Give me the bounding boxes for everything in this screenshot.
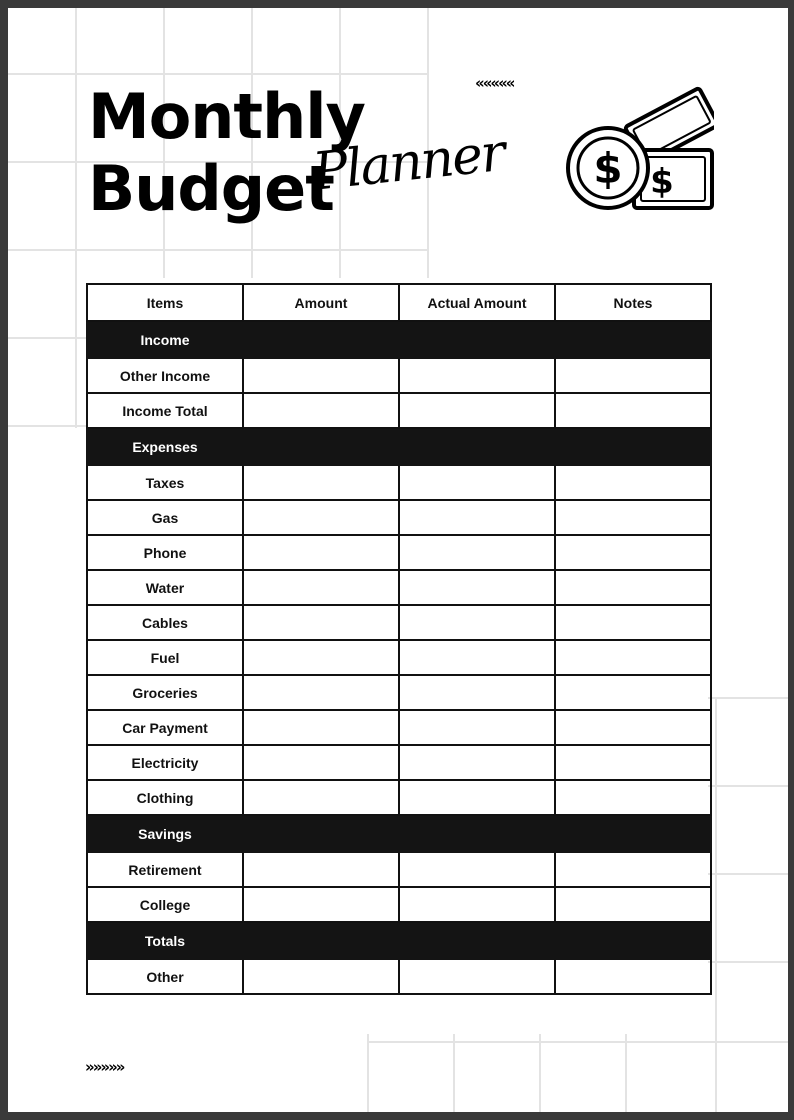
notes-cell[interactable] — [555, 500, 711, 535]
actual-amount-cell[interactable] — [399, 640, 555, 675]
table-row — [87, 570, 711, 605]
item-label-cell: Car Payment — [87, 710, 243, 745]
amount-cell[interactable] — [243, 959, 399, 994]
actual-amount-cell[interactable] — [399, 465, 555, 500]
header-amount: Amount — [243, 284, 399, 321]
notes-cell[interactable] — [555, 887, 711, 922]
actual-amount-cell[interactable] — [399, 675, 555, 710]
item-label-cell: Water — [87, 570, 243, 605]
actual-amount-cell[interactable] — [399, 887, 555, 922]
money-bills-dollar-icon — [564, 86, 714, 212]
item-label-cell: College — [87, 887, 243, 922]
amount-cell[interactable] — [243, 535, 399, 570]
table-row — [87, 605, 711, 640]
table-row — [87, 710, 711, 745]
item-label-cell: Other — [87, 959, 243, 994]
table-row — [87, 393, 711, 428]
amount-cell[interactable] — [243, 887, 399, 922]
amount-cell[interactable] — [243, 500, 399, 535]
svg-text:$: $ — [650, 162, 674, 202]
amount-cell[interactable] — [243, 465, 399, 500]
amount-cell[interactable] — [243, 358, 399, 393]
table-row — [87, 535, 711, 570]
notes-cell[interactable] — [555, 535, 711, 570]
item-label-cell: Taxes — [87, 465, 243, 500]
actual-amount-cell[interactable] — [399, 605, 555, 640]
notes-cell[interactable] — [555, 745, 711, 780]
actual-amount-cell[interactable] — [399, 710, 555, 745]
amount-cell — [243, 321, 399, 358]
actual-amount-cell — [399, 922, 555, 959]
item-label-cell: Expenses — [87, 428, 243, 465]
notes-cell[interactable] — [555, 959, 711, 994]
title-budget: Budget — [88, 152, 334, 225]
actual-amount-cell[interactable] — [399, 959, 555, 994]
budget-planner-page — [8, 8, 788, 1112]
item-label-cell: Income — [87, 321, 243, 358]
table-row — [87, 675, 711, 710]
amount-cell[interactable] — [243, 745, 399, 780]
amount-cell[interactable] — [243, 780, 399, 815]
actual-amount-cell — [399, 428, 555, 465]
title-monthly: Monthly — [88, 80, 365, 153]
amount-cell[interactable] — [243, 570, 399, 605]
table-row — [87, 780, 711, 815]
item-label-cell: Gas — [87, 500, 243, 535]
table-row — [87, 500, 711, 535]
amount-cell — [243, 815, 399, 852]
amount-cell[interactable] — [243, 675, 399, 710]
amount-cell[interactable] — [243, 640, 399, 675]
actual-amount-cell[interactable] — [399, 570, 555, 605]
section-row — [87, 428, 711, 465]
table-row — [87, 745, 711, 780]
notes-cell — [555, 428, 711, 465]
actual-amount-cell — [399, 815, 555, 852]
item-label-cell: Phone — [87, 535, 243, 570]
actual-amount-cell — [399, 321, 555, 358]
actual-amount-cell[interactable] — [399, 393, 555, 428]
actual-amount-cell[interactable] — [399, 745, 555, 780]
section-row — [87, 815, 711, 852]
table-row — [87, 358, 711, 393]
actual-amount-cell[interactable] — [399, 358, 555, 393]
item-label-cell: Totals — [87, 922, 243, 959]
table-row — [87, 465, 711, 500]
title-planner-script: Planner — [310, 123, 507, 203]
item-label-cell: Groceries — [87, 675, 243, 710]
notes-cell[interactable] — [555, 570, 711, 605]
table-header-row — [87, 284, 711, 321]
item-label-cell: Electricity — [87, 745, 243, 780]
amount-cell[interactable] — [243, 605, 399, 640]
svg-text:$: $ — [593, 144, 623, 193]
notes-cell[interactable] — [555, 710, 711, 745]
item-label-cell: Clothing — [87, 780, 243, 815]
section-row — [87, 321, 711, 358]
notes-cell[interactable] — [555, 605, 711, 640]
notes-cell[interactable] — [555, 393, 711, 428]
table-row — [87, 959, 711, 994]
notes-cell — [555, 815, 711, 852]
table-row — [87, 852, 711, 887]
table-row — [87, 640, 711, 675]
item-label-cell: Cables — [87, 605, 243, 640]
notes-cell — [555, 922, 711, 959]
actual-amount-cell[interactable] — [399, 852, 555, 887]
notes-cell[interactable] — [555, 465, 711, 500]
table-row — [87, 887, 711, 922]
arrows-right-decoration: »»»»» — [85, 1058, 124, 1076]
amount-cell — [243, 922, 399, 959]
amount-cell[interactable] — [243, 852, 399, 887]
actual-amount-cell[interactable] — [399, 500, 555, 535]
actual-amount-cell[interactable] — [399, 780, 555, 815]
notes-cell[interactable] — [555, 675, 711, 710]
budget-table — [86, 283, 712, 995]
section-row — [87, 922, 711, 959]
header-items: Items — [87, 284, 243, 321]
item-label-cell: Savings — [87, 815, 243, 852]
budget-table-body — [87, 321, 711, 994]
amount-cell[interactable] — [243, 393, 399, 428]
actual-amount-cell[interactable] — [399, 535, 555, 570]
arrows-left-decoration: ««««« — [475, 74, 514, 92]
notes-cell — [555, 321, 711, 358]
amount-cell — [243, 428, 399, 465]
item-label-cell: Other Income — [87, 358, 243, 393]
notes-cell[interactable] — [555, 358, 711, 393]
notes-cell[interactable] — [555, 780, 711, 815]
header-notes: Notes — [555, 284, 711, 321]
item-label-cell: Retirement — [87, 852, 243, 887]
notes-cell[interactable] — [555, 852, 711, 887]
notes-cell[interactable] — [555, 640, 711, 675]
header-actual-amount: Actual Amount — [399, 284, 555, 321]
amount-cell[interactable] — [243, 710, 399, 745]
item-label-cell: Fuel — [87, 640, 243, 675]
item-label-cell: Income Total — [87, 393, 243, 428]
